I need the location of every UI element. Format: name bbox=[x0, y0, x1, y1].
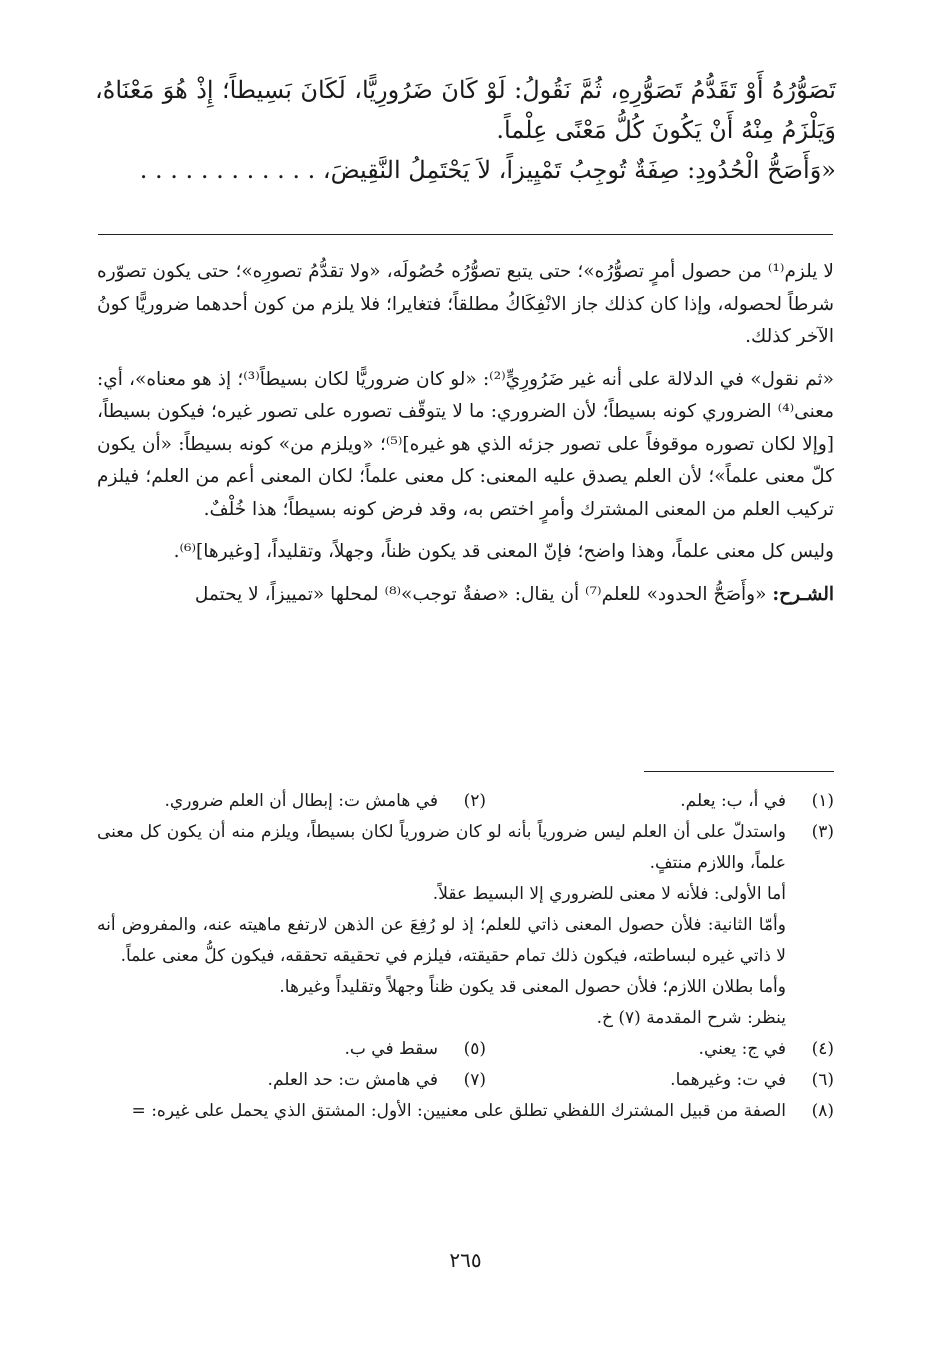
page-number: ٢٦٥ bbox=[449, 1248, 482, 1272]
footnote-continuation: ينظر: شرح المقدمة (٧) خ. bbox=[596, 1008, 786, 1028]
footnote-number: (٦) bbox=[811, 1070, 834, 1090]
footnote-text: في ج: يعني. bbox=[698, 1039, 786, 1059]
footnote-text: في ت: وغيرهما. bbox=[670, 1070, 786, 1090]
footnote-number: (٣) bbox=[811, 822, 834, 842]
footnote-text: في هامش ت: إبطال أن العلم ضروري. bbox=[164, 791, 438, 811]
matn-line-1: تَصَوُّرُهُ أَوْ تَقَدُّمُ تَصَوُّرِهِ، ثُمَّ نَقُولُ: لَوْ كَانَ ضَرُورِيًّا، لَكَانَ بَسِيطاً؛ إِذْ هُوَ مَعْنَاهُ، وَيَلْزَمُ مِنْهُ أَنْ يَكُونَ كُلُّ مَعْنًى عِلْماً. bbox=[95, 76, 836, 144]
commentary-body bbox=[97, 256, 834, 611]
paragraph-1: لا يلزم⁽¹⁾ من حصول أمرٍ تصوُّرُه»؛ حتى يتبع تصوُّرُه حُصُولَه، «ولا تقدُّمُ تصورِه»؛ حتى يكون تصوّره شرطاً لحصوله، وإذا كان كذلك جاز الانْفِكَاكُ مطلقاً؛ فتغايرا؛ فلا يلزم من كون أحدهما ضروريًّا كونُ الآخر كذلك. bbox=[97, 261, 834, 347]
paragraph-3: وليس كل معنى علماً، وهذا واضح؛ فإنّ المعنى قد يكون ظناً، وجهلاً، وتقليداً، [وغيرها]⁽⁶⁾. bbox=[173, 541, 834, 562]
footnote-text: في أ، ب: يعلم. bbox=[680, 791, 786, 811]
footnote-number: (٥) bbox=[463, 1039, 486, 1059]
matn-separator bbox=[98, 234, 833, 235]
footnote-row-3 bbox=[97, 817, 834, 879]
paragraph-4-text: «وأَصَحُّ الحدود» للعلم⁽⁷⁾ أن يقال: «صفةٌ توجب»⁽⁸⁾ لمحلها «تمييزاً، لا يحتمل bbox=[194, 583, 773, 605]
footnote-text: في هامش ت: حد العلم. bbox=[267, 1070, 438, 1090]
footnote-text: سقط في ب. bbox=[344, 1039, 438, 1059]
footnote-continuation: وأما بطلان اللازم؛ فلأن حصول المعنى قد يكون ظناً وجهلاً وتقليداً وغيرها. bbox=[279, 977, 786, 997]
footnote-row-8 bbox=[97, 1096, 834, 1127]
matn-section bbox=[95, 70, 836, 190]
sharh-label: الشـرح: bbox=[772, 583, 834, 605]
footnote-continuation: وأمّا الثانية: فلأن حصول المعنى ذاتي للعلم؛ إذ لو رُفِعَ عن الذهن لارتفع ماهيته عنه، والمفروض أنه لا ذاتي غيره لبساطته، فيكون ذلك تمام حقيقته، فيلزم في تحقيقه تحققه، فيكون كلُّ معنى علماً. bbox=[97, 915, 786, 966]
matn-line-2: «وَأَصَحُّ الْحُدُودِ: صِفَةٌ تُوجِبُ تَمْيِيزاً، لاَ يَحْتَمِلُ النَّقِيضَ، . . . . . . . . . . . . bbox=[139, 156, 836, 184]
footnote-text: الصفة من قبيل المشترك اللفظي تطلق على معنيين: الأول: المشتق الذي يحمل على غيره: = bbox=[131, 1101, 786, 1121]
footnote-number: (٢) bbox=[463, 791, 486, 811]
footnote-number: (٨) bbox=[811, 1101, 834, 1121]
footnote-row-6-7 bbox=[97, 1065, 834, 1096]
footnote-number: (٤) bbox=[811, 1039, 834, 1059]
footnote-row-4-5 bbox=[97, 1034, 834, 1065]
footnote-separator bbox=[644, 771, 834, 772]
paragraph-2: «ثم نقول» في الدلالة على أنه غير ضَرُورِيٍّ⁽²⁾: «لو كان ضروريًّا لكان بسيطاً⁽³⁾؛ إذ هو معناه»، أي: معنى⁽⁴⁾ الضروري كونه بسيطاً؛ لأن الضروري: ما لا يتوقّف تصوره على تصور غيره؛ فيكون بسيطاً، [وإلا لكان تصوره موقوفاً على تصور جزئه الذي هو غيره]⁽⁵⁾؛ «ويلزم من» كونه بسيطاً: «أن يكون كلّ معنى علماً»؛ لأن العلم يصدق عليه المعنى: كل معنى علماً؛ لكان المعنى أعم من العلم؛ فيلزم تركيب العلم من المعنى المشترك وأمرٍ اختص به، وقد فرض كونه بسيطاً؛ هذا خُلْفٌ. bbox=[97, 368, 835, 520]
footnote-row-1-2 bbox=[97, 786, 834, 817]
footnote-continuation: أما الأولى: فلأنه لا معنى للضروري إلا البسيط عقلاً. bbox=[432, 884, 786, 904]
footnote-number: (١) bbox=[811, 791, 834, 811]
paragraph-4 bbox=[97, 579, 834, 612]
footnote-text: واستدلّ على أن العلم ليس ضرورياً بأنه لو كان ضرورياً لكان بسيطاً، ويلزم منه أن يكون كل معنى علماً، واللازم منتفٍ. bbox=[97, 822, 786, 873]
footnote-number: (٧) bbox=[463, 1070, 486, 1090]
footnotes bbox=[97, 786, 834, 1127]
